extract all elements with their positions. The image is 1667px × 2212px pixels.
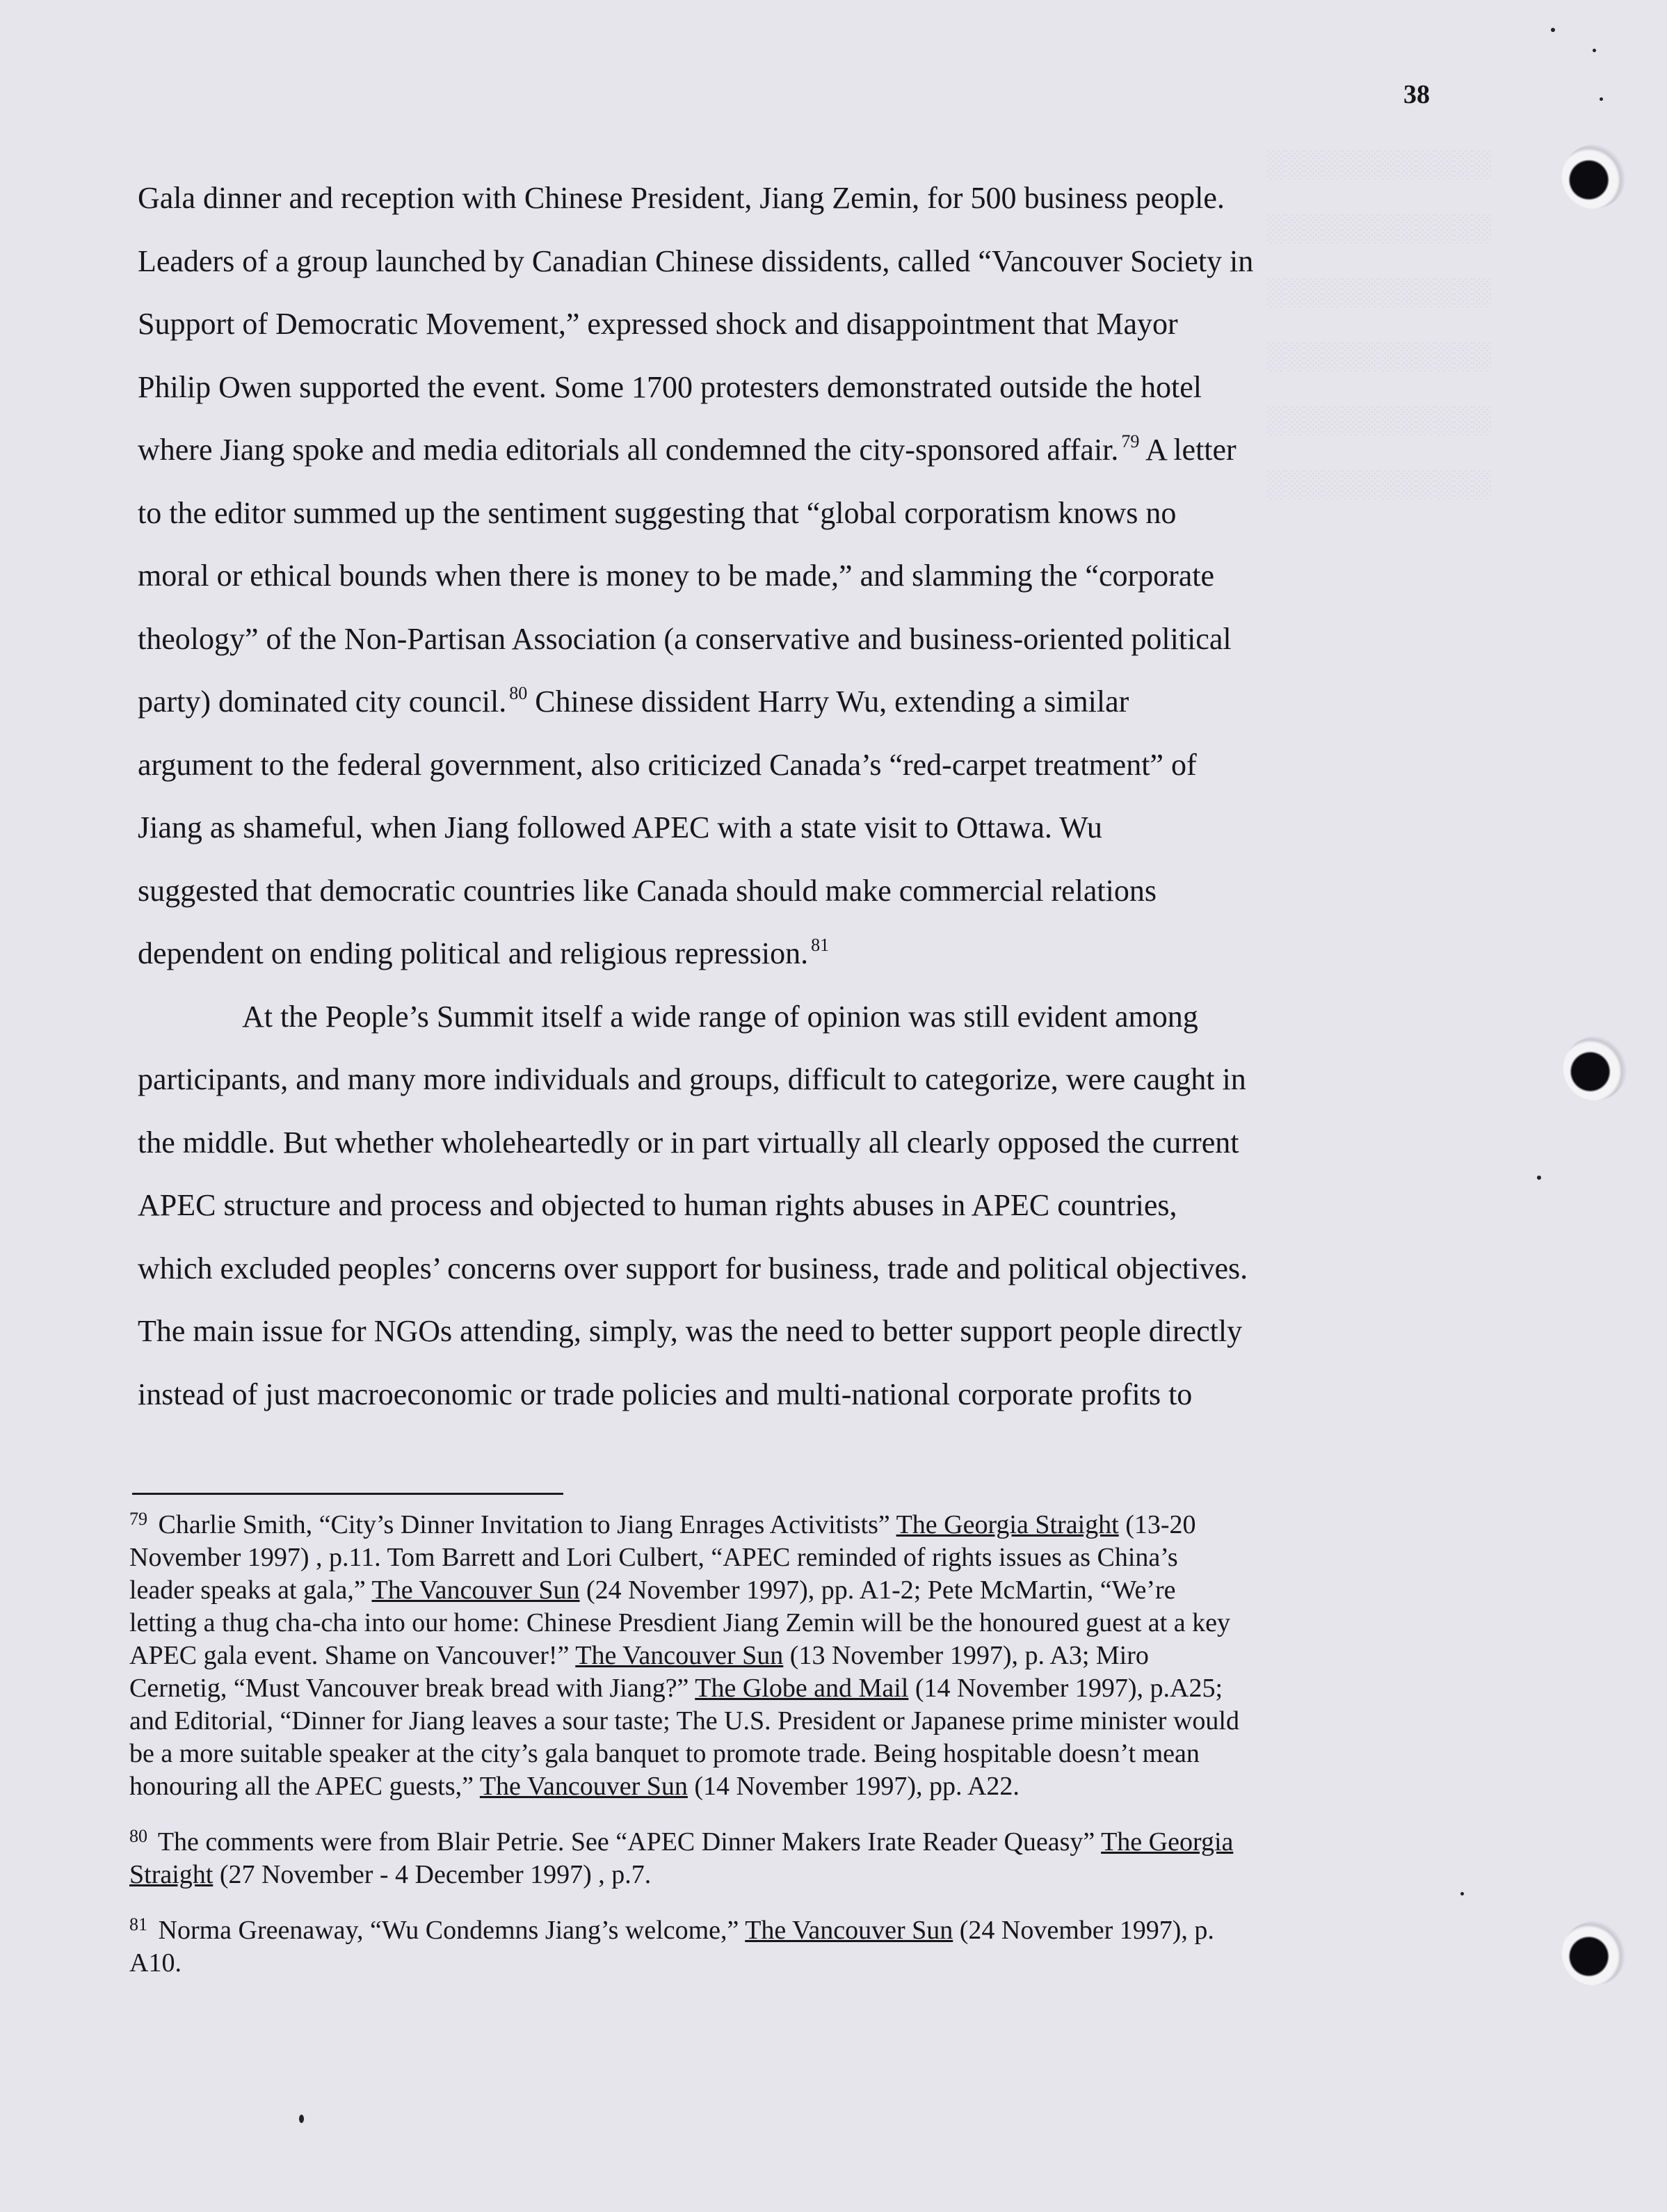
footnote-81 — [129, 1908, 1423, 1980]
body-line: APEC structure and process and objected to human rights abuses in APEC countries, — [138, 1188, 1177, 1222]
body-line: suggested that democratic countries like Canada should make commercial relations — [138, 873, 1157, 908]
footnote-ref-81: 81 — [811, 935, 830, 955]
footnotes — [129, 1502, 1423, 1996]
punch-hole-bottom — [1562, 1921, 1626, 1985]
footnote-text: (27 November - 4 December 1997) , p.7. — [213, 1860, 652, 1889]
source-title: The Vancouver Sun — [371, 1576, 580, 1605]
body-line: participants, and many more individuals and groups, difficult to categorize, were caught in — [138, 1062, 1246, 1096]
footnote-text: APEC gala event. Shame on Vancouver!” — [129, 1641, 576, 1670]
footnote-line — [129, 1672, 1423, 1705]
footnote-ref-79: 79 — [1121, 431, 1140, 451]
scan-speck — [299, 2115, 304, 2123]
footnote-text: (24 November 1997), p. — [953, 1916, 1214, 1945]
footnote-number: 81 — [129, 1914, 147, 1934]
body-line-tail: Chinese dissident Harry Wu, extending a similar — [527, 684, 1129, 719]
scan-speck — [1460, 1892, 1464, 1896]
body-text — [138, 167, 1410, 1426]
footnote-line — [129, 1770, 1423, 1803]
source-title: The Globe and Mail — [695, 1674, 909, 1703]
footnote-80 — [129, 1820, 1423, 1891]
body-line: to the editor summed up the sentiment suggesting that “global corporatism knows no — [138, 495, 1177, 530]
footnote-line: be a more suitable speaker at the city’s gala banquet to promote trade. Being hospitable doesn’t mean — [129, 1739, 1200, 1768]
source-title: The Georgia Straight — [896, 1510, 1119, 1539]
footnote-line — [129, 1502, 1423, 1541]
footnote-line: A10. — [129, 1948, 182, 1978]
footnote-separator — [132, 1493, 563, 1495]
footnote-text: Cernetig, “Must Vancouver break bread with Jiang?” — [129, 1674, 695, 1703]
body-line: The main issue for NGOs attending, simply, was the need to better support people directly — [138, 1314, 1243, 1348]
footnote-text: Charlie Smith, “City’s Dinner Invitation to Jiang Enrages Activitists” — [152, 1510, 896, 1539]
scan-speck — [1551, 28, 1555, 32]
body-line — [138, 419, 1410, 482]
source-title: The Vancouver Sun — [745, 1916, 953, 1945]
footnote-line — [129, 1574, 1423, 1607]
source-title: The Vancouver Sun — [575, 1641, 784, 1670]
footnote-text: (13 November 1997), p. A3; Miro — [783, 1641, 1149, 1670]
footnote-text: (14 November 1997), p.A25; — [908, 1674, 1223, 1703]
source-title: The Georgia — [1101, 1827, 1234, 1857]
body-line-text: where Jiang spoke and media editorials all condemned the city-sponsored affair. — [138, 433, 1119, 467]
footnote-text: (14 November 1997), pp. A22. — [687, 1772, 1020, 1801]
punch-hole-top — [1562, 145, 1626, 209]
source-title: Straight — [129, 1860, 214, 1889]
footnote-text: (13-20 — [1118, 1510, 1196, 1539]
body-line — [138, 671, 1410, 734]
footnote-79 — [129, 1502, 1423, 1803]
body-line — [138, 922, 1410, 986]
body-line-text: party) dominated city council. — [138, 684, 507, 719]
punch-hole-middle — [1563, 1036, 1627, 1100]
page-number: 38 — [1403, 80, 1430, 109]
paragraph-start-line: At the People’s Summit itself a wide range of opinion was still evident among — [242, 999, 1198, 1034]
footnote-text: leader speaks at gala,” — [129, 1576, 372, 1605]
bleed-through-texture: ░░░░░░░░░░░░ ░░░░░░░░░░░░ ░░░░░░░░░░░░ ░░░░░░░░░░░░ ░░░░░░░░░░░░ ░░░░░░░░░░░░ — [1266, 150, 1491, 499]
body-line: Philip Owen supported the event. Some 1700 protesters demonstrated outside the hotel — [138, 369, 1202, 404]
footnote-text: honouring all the APEC guests,” — [129, 1772, 480, 1801]
body-line: Jiang as shameful, when Jiang followed APEC with a state visit to Ottawa. Wu — [138, 810, 1102, 844]
footnote-line: and Editorial, “Dinner for Jiang leaves a sour taste; The U.S. President or Japanese prime minister would — [129, 1706, 1239, 1736]
footnote-ref-80: 80 — [509, 683, 528, 703]
body-line: Leaders of a group launched by Canadian Chinese dissidents, called “Vancouver Society in — [138, 243, 1254, 278]
footnote-line — [129, 1859, 1423, 1891]
body-line: theology” of the Non-Partisan Association (a conservative and business-oriented political — [138, 621, 1232, 656]
footnote-line: letting a thug cha-cha into our home: Chinese Presdient Jiang Zemin will be the honoured guest at a key — [129, 1608, 1230, 1637]
body-line: argument to the federal government, also criticized Canada’s “red-carpet treatment” of — [138, 747, 1197, 782]
footnote-line — [129, 1820, 1423, 1859]
body-line: Support of Democratic Movement,” expressed shock and disappointment that Mayor — [138, 307, 1178, 341]
footnote-text: (24 November 1997), pp. A1-2; Pete McMartin, “We’re — [579, 1576, 1176, 1605]
body-line: instead of just macroeconomic or trade policies and multi-national corporate profits to — [138, 1377, 1193, 1411]
body-line: the middle. But whether wholeheartedly or in part virtually all clearly opposed the current — [138, 1125, 1239, 1160]
footnote-line — [129, 1908, 1423, 1947]
body-line-text: dependent on ending political and religious repression. — [138, 936, 809, 970]
body-line: moral or ethical bounds when there is money to be made,” and slamming the “corporate — [138, 559, 1215, 593]
scan-speck — [1593, 49, 1596, 52]
footnote-line: November 1997) , p.11. Tom Barrett and Lori Culbert, “APEC reminded of rights issues as China’s — [129, 1543, 1178, 1572]
body-line: which excluded peoples’ concerns over support for business, trade and political objectives. — [138, 1251, 1248, 1285]
footnote-number: 79 — [129, 1509, 147, 1529]
footnote-line — [129, 1640, 1423, 1672]
scan-speck — [1600, 97, 1603, 101]
footnote-text: Norma Greenaway, “Wu Condemns Jiang’s welcome,” — [152, 1916, 746, 1945]
body-line-tail: A letter — [1139, 433, 1237, 467]
body-line: Gala dinner and reception with Chinese President, Jiang Zemin, for 500 business people. — [138, 181, 1225, 215]
footnote-text: The comments were from Blair Petrie. See “APEC Dinner Makers Irate Reader Queasy” — [152, 1827, 1102, 1857]
scan-speck — [1537, 1176, 1541, 1180]
source-title: The Vancouver Sun — [479, 1772, 688, 1801]
footnote-number: 80 — [129, 1826, 147, 1846]
